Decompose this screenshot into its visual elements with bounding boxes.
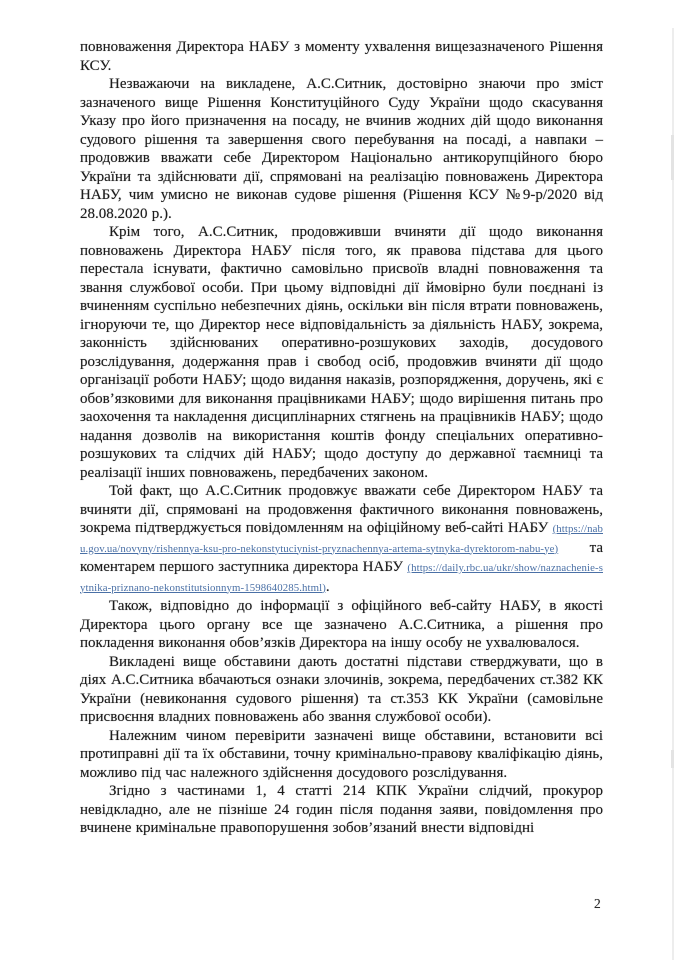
scan-edge-artifact-tick xyxy=(671,135,674,180)
hyperlink[interactable]: (https://nabu.gov.ua/novyny/rishennya-ksu-pro-nekonstytuciynist-pryznachennya-artema-sytnyka-dyrektorom-nabu-ye) xyxy=(80,523,603,555)
paragraph-text: Згідно з частинами 1, 4 статті 214 КПК України слідчий, прокурор невідкладно, але не пізніше 24 годин після подання заяви, повідомлення про вчинене кримінальне правопорушення зобов’язаний внести відповідні xyxy=(80,783,603,836)
paragraph-text: . xyxy=(325,578,330,595)
page-number: 2 xyxy=(594,896,601,911)
hyperlink[interactable]: (https://daily.rbc.ua/ukr/show/naznachenie-sytnika-priznano-nekonstitutsionnym-1598640285.html) xyxy=(80,562,603,594)
paragraph xyxy=(80,653,603,727)
paragraph-text: Незважаючи на викладене, А.С.Ситник, достовірно знаючи про зміст зазначеного вище Рішення Конституційного Суду України щодо скасування Указу про його призначення на посаду, не вчинив жодних дій щодо виконання судового рішення та завершення свого перебування на посаді, а навпаки – продовжив вважати себе Директором Національно антикорупційного бюро України та здійснювати дії, спрямовані на реалізацію повноважень Директора НАБУ, чим умисно не виконав судове рішення (Рішення КСУ №9-р/2020 від 28.08.2020 р.). xyxy=(80,76,603,222)
scan-edge-artifact-tick xyxy=(671,750,674,768)
paragraph xyxy=(80,782,603,838)
paragraph-text: Крім того, А.С.Ситник, продовживши вчиняти дії щодо виконання повноважень Директора НАБУ після того, як правова підстава для цього перестала існувати, фактично самовільно присвоїв владні повноваження та звання службової особи. При цьому відповідні дії ймовірно були поєднані із вчиненням суспільно небезпечних діянь, оскільки він після втрати повноважень, ігноруючи те, що Директор несе відповідальність за діяльність НАБУ, зокрема, законність здійснюваних оперативно-розшукових заходів, досудового розслідування, додержання прав і свобод осіб, продовжив вчиняти дії щодо організації роботи НАБУ; щодо видання наказів, розпорядження, доручень, які є обов’язковими для виконання працівниками НАБУ; щодо вирішення питань про заохочення та накладення дисциплінарних стягнень на працівників НАБУ; щодо надання дозволів на використання коштів фонду спеціальних оперативно-розшукових та слідчих дій НАБУ; щодо доступу до державної таємниці та реалізації інших повноважень, передбачених законом. xyxy=(80,224,603,481)
paragraph-text: Також, відповідно до інформації з офіційного веб-сайту НАБУ, в якості Директора цього органу все ще зазначено А.С.Ситника, а рішення про покладення виконання обов’язків Директора на іншу особу не ухвалювалося. xyxy=(80,598,603,651)
paragraph-text: та коментарем першого заступника директора НАБУ xyxy=(80,539,603,575)
paragraph xyxy=(80,38,603,75)
document-body xyxy=(80,38,603,838)
paragraph-text: Той факт, що А.С.Ситник продовжує вважати себе Директором НАБУ та вчиняти дії, спрямовані на продовження фактичного виконання повноважень, зокрема підтверджується повідомленням на офіційному веб-сайті НАБУ xyxy=(80,483,603,536)
paragraph xyxy=(80,482,603,597)
paragraph-text: Викладені вище обставини дають достатні підстави стверджувати, що в діях А.С.Ситника вбачаються ознаки злочинів, зокрема, передбачених ст.382 КК України (невиконання судового рішення) та ст.353 КК України (самовільне присвоєння владних повноважень або звання службової особи). xyxy=(80,653,603,725)
paragraph-text: повноваження Директора НАБУ з моменту ухвалення вищезазначеного Рішення КСУ. xyxy=(80,39,603,74)
paragraph-text: Належним чином перевірити зазначені вище обставини, встановити всі протиправні дії та їх обставини, точну кримінально-правову кваліфікацію діянь, можливо під час належного здійснення досудового розслідування. xyxy=(80,727,603,781)
paragraph xyxy=(80,223,603,482)
paragraph xyxy=(80,727,603,783)
paragraph xyxy=(80,597,603,653)
paragraph xyxy=(80,75,603,223)
